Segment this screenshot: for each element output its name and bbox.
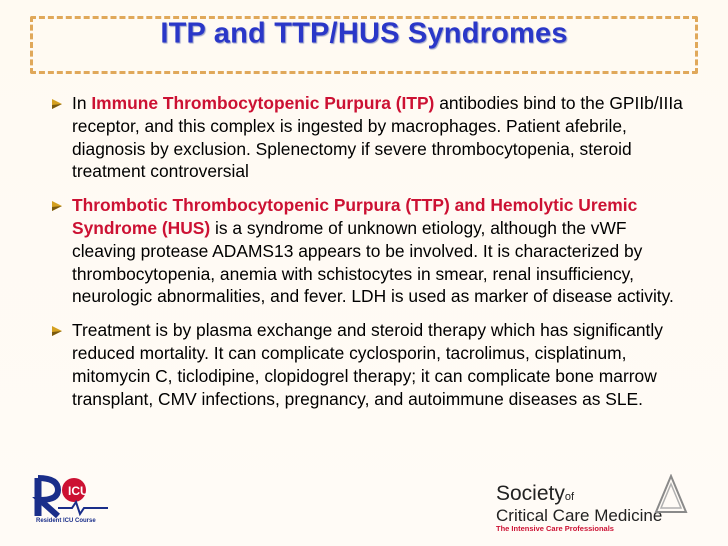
bullet-post-text: Treatment is by plasma exchange and steroid therapy which has significantly reduced mortality. It can complicate cyclosporin, tacrolimus, cisplatinum, mitomycin C, ticlodipine, clopidogrel therapy; it can complicate bone marrow transplant, CMV infections, pregnancy, and autoimmune diseases as SLE. — [72, 320, 663, 409]
bullet-arrow-icon — [52, 201, 62, 211]
sccm-tagline: The Intensive Care Professionals — [496, 524, 614, 533]
sccm-line1 — [496, 482, 574, 506]
bullet-highlight-text: Immune Thrombocytopenic Purpura (ITP) — [91, 93, 435, 113]
bullet-post-text: is a syndrome of unknown etiology, although the vWF cleaving protease ADAMS13 appears to be involved. It is characterized by thrombocytopenia, anemia with schistocytes in smear, renal insufficiency, neurologic abnormalities, and fever. LDH is used as marker of disease activity. — [72, 217, 674, 307]
bullet-post-text: antibodies bind to the GPIIb/IIIa receptor, and this complex is ingested by macrophages. Patient afebrile, diagnosis by exclusion. Splenectomy if severe thrombocytopenia, steroid treatment controversial — [72, 93, 683, 182]
bullet-item-treatment — [52, 319, 692, 410]
bullet-item-ttp-hus — [52, 194, 692, 308]
rcc-subtitle: Resident ICU Course — [36, 518, 96, 524]
sccm-logo — [496, 472, 696, 532]
sccm-of: of — [564, 491, 575, 503]
bullet-item-itp — [52, 92, 692, 183]
sccm-society: Society — [496, 482, 565, 505]
svg-text:ICU: ICU — [68, 484, 89, 498]
bullet-arrow-icon — [52, 326, 62, 336]
rcc-logo — [28, 472, 124, 528]
sccm-triangle-icon — [654, 474, 688, 514]
bullet-list — [52, 92, 692, 421]
slide-title: ITP and TTP/HUS Syndromes — [160, 17, 568, 50]
sccm-line2: Critical Care Medicine — [496, 506, 663, 525]
bullet-pre-text: In — [72, 93, 92, 113]
bullet-highlight-text: Thrombotic Thrombocytopenic Purpura (TTP) and Hemolytic Uremic Syndrome (HUS) — [72, 195, 638, 238]
bullet-arrow-icon — [52, 99, 62, 109]
